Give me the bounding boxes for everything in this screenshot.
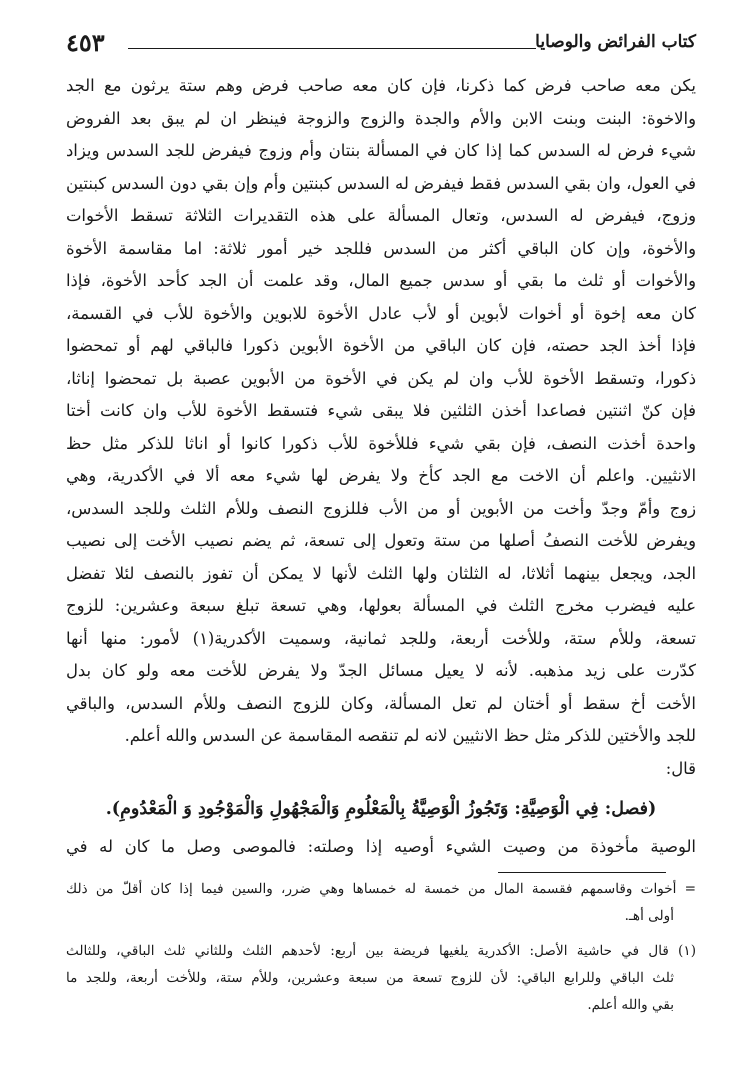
qal-label: قال: [665, 758, 696, 778]
text-line: فإذا أخذ الجد حصته، فإن كان الباقي من الأخوة الأبوين ذكورا فالباقي لهم أو تمحضوا [66, 336, 696, 355]
text-line: يكن معه صاحب فرض كما ذكرنا، فإن كان معه صاحب فرض وهم ستة يرثون مع الجد [66, 76, 696, 95]
text-line: في العول، وان بقي السدس فقط فيفرض له السدس كبنتين وأم وإن بقي دون السدس كبنتين [66, 173, 696, 193]
text-line: وزوج، فيفرض له السدس، وتعال المسألة على هذه التقديرات الثلاثة تسقط الأخوات [66, 206, 696, 225]
text-line: الانثيين. واعلم أن الاخت مع الجد كأخ ولا يفرض لها شيء معه ألا في الأكدرية، وهي [66, 466, 696, 485]
text-line: الجد، ويجعل بينهما أثلاثا، له الثلثان ولها الثلث لأنها لا يمكن أن تفوز بالنصف لئلا تفضل [66, 563, 696, 583]
text-line: ويفرض للأخت النصفُ أصلها من ستة وتعول إلى تسعة، ثم يضم نصيب الأخت إلى نصيب [66, 531, 696, 550]
text-line: ذكورا، وتسقط الأخوة للأب وان لم يكن في الأخوة من الأبوين عصبة بل تمحضوا إناثا، [66, 368, 696, 388]
page-number: ٤٥٣ [66, 28, 105, 57]
text-line: كان معه إخوة أو أخوات لأبوين أو لأب عادل الأخوة للابوين والأخوة للأب في القسمة، [66, 303, 696, 323]
header-rule [128, 48, 536, 49]
text-line: فإن كنّ اثنتين فصاعدا أخذن الثلثين فلا يبقى شيء فتسقط الأخوة للأب وان كانت أختا [66, 401, 696, 420]
text-line: والأخوات أو ثلث ما بقي أو سدس جميع المال، وقد علمت أن الجد كأحد الأخوة، فإذا [66, 271, 696, 290]
text-line: عليه فيضرب مخرج الثلث في المسألة بعولها، وهي تسعة تبلغ سبعة وعشرين: للزوج [66, 596, 696, 615]
main-text [66, 70, 696, 863]
footnote-line: ثلث الباقي وللرابع الباقي: لأن للزوج تسعة من سبعة وعشرين، وللأم ستة، وللأخت أربعة، وللجد ما [66, 970, 674, 986]
footnote-line: أولى أهـ. [624, 908, 674, 924]
footnote-line: بقي والله أعلم. [587, 997, 674, 1013]
text-line: الأخت أخ سقط أو أختان لم تعل المسألة، وكان للزوج النصف وللأم السدس، والباقي [66, 693, 696, 713]
footnote-line: (١) قال في حاشية الأصل: الأكدرية يلغيها فريضة بين أربع: لأحدهم الثلث وللثاني ثلث الباقي، وللثالث [66, 943, 696, 959]
text-line: زوج وأمّ وجدّ وأخت من الأبوين أو من الأب فللزوج النصف وللأم الثلث وللجد السدس، [66, 498, 696, 518]
text-line: والاخوة: البنت وبنت الابن والأم والجدة والزوج والزوجة فينظر ان لم يبق بعد الفروض [66, 108, 696, 128]
text-line: والأخوة، وإن كان الباقي أكثر من السدس فللجد خير أمور ثلاثة: اما مقاسمة الأخوة [66, 238, 696, 258]
footnote-line: = أخوات وقاسمهم فقسمة المال من خمسة له خمساها وهي ضرر، والسين فيما إذا كان أقلّ من ذلك [66, 881, 696, 897]
text-line: واحدة أخذت النصف، فإن بقي شيء فللأخوة للأب ذكورا كانوا أو اناثا للذكر مثل حظ [66, 433, 696, 453]
section-heading: (فصل: فِي الْوَصِيَّةِ: وَتَجُوزُ الْوَصِيَّةُ بِالْمَعْلُومِ وَالْمَجْهُولِ وَالْمَوْجُودِ وَ الْمَعْدُومِ). [105, 799, 657, 819]
text-line: كدّرت على زيد مذهبه. لأنه لا يعيل مسائل الجدّ ولا يفرض للأخت معه ولو كان بدل [66, 661, 696, 680]
text-line: للجد والأختين للذكر مثل حظ الانثيين لانه لم تنقصه المقاسمة عن السدس والله أعلم. [124, 726, 696, 745]
text-line: الوصية مأخوذة من وصيت الشيء أوصيه إذا وصلته: فالموصى وصل ما كان له في [66, 837, 696, 856]
text-line: شيء فرض له السدس كما إذا كان في المسألة بنتان وأم وزوج فيفرض للجد السدس ويزاد [66, 141, 696, 160]
footnotes [66, 876, 696, 1019]
footnote-separator [498, 872, 666, 873]
book-title: كتاب الفرائض والوصايا [535, 32, 696, 52]
text-line: تسعة، وللأم ستة، وللأخت أربعة، وللجد ثمانية، وسميت الأكدرية(١) لأمور: منها أنها [66, 628, 696, 648]
running-header [66, 30, 696, 60]
